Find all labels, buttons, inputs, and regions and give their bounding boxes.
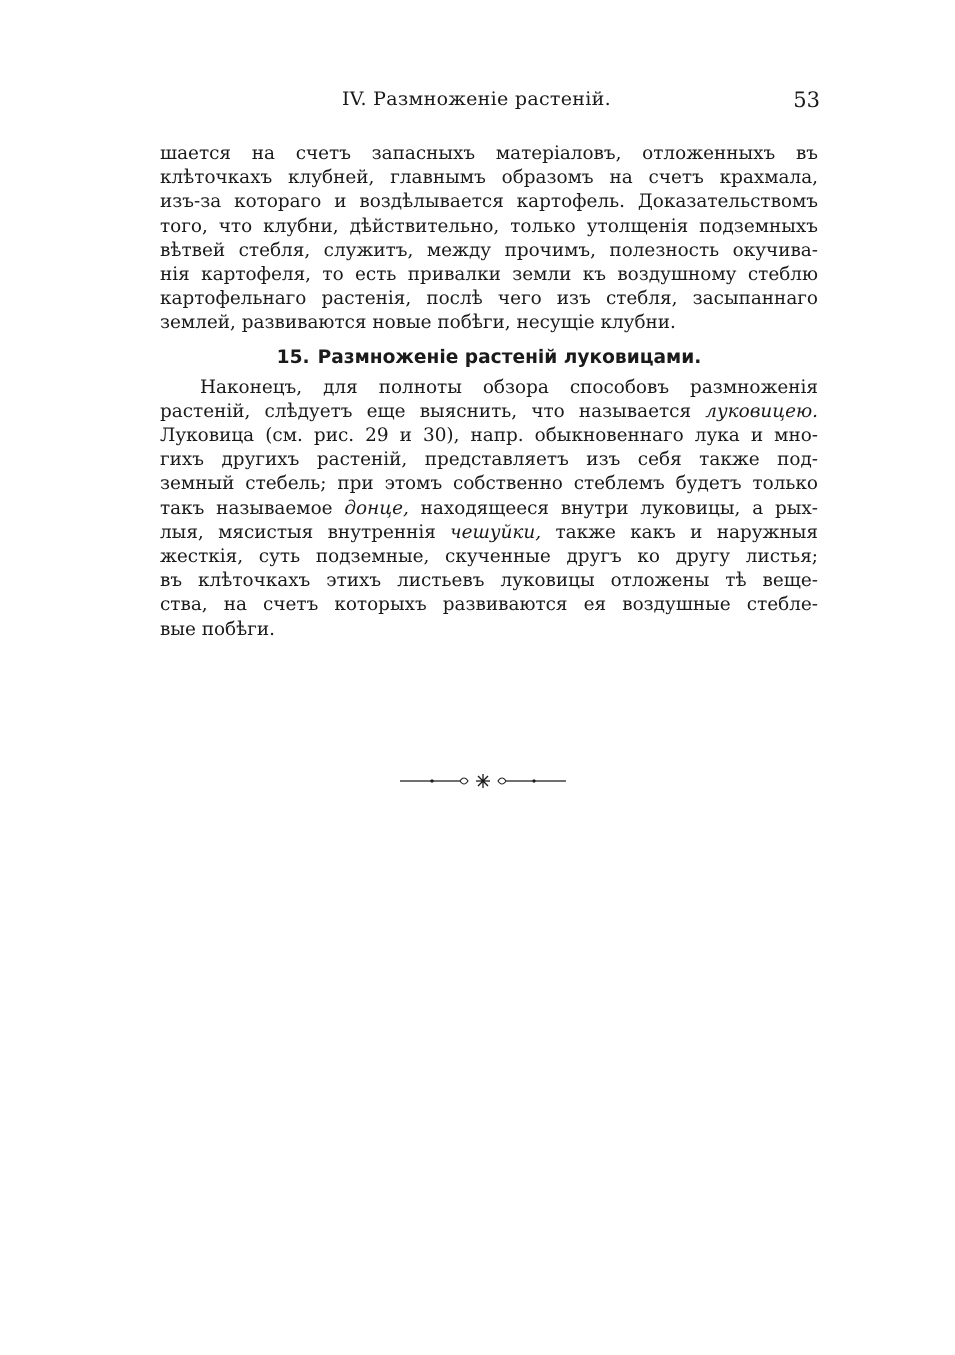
text-line: шается на счетъ запасныхъ матеріаловъ, отложенныхъ въ [160,143,818,164]
text-line: клѣточкахъ клубней, главнымъ образомъ на счетъ крахмала, [160,167,818,189]
text-line: въ клѣточкахъ этихъ листьевъ луковицы отложены тѣ веще- [160,570,818,592]
page-number: 53 [793,88,820,112]
paragraph [160,376,818,642]
text-line: вые побѣги. [160,618,275,640]
section-title: Размноженіе растеній луковицами. [317,346,702,368]
ornamental-rule-icon [398,766,568,796]
running-title: IV. Размноженіе растеній. [342,88,611,110]
text-line: картофельнаго растенія, послѣ чего изъ стебля, засыпаннаго [160,288,818,310]
body-text [160,142,818,642]
text-line: нія картофеля, то есть привалки земли къ воздушному стеблю [160,264,818,286]
text-line [160,521,818,545]
italic-term: донце, [344,497,409,519]
text-run: находящееся внутри луковицы, а рых- [420,497,819,519]
text-line: ства, на счетъ которыхъ развиваются ея воздушные стебле- [160,594,818,616]
text-run: такъ называемое [160,497,333,519]
section-number: 15. [276,346,310,368]
text-line: землей, развиваются новые побѣги, несущіе клубни. [160,312,676,334]
text-line [160,400,818,424]
text-line: гихъ другихъ растеній, представляетъ изъ себя также под- [160,449,818,471]
italic-term: чешуйки, [450,521,542,543]
text-line: вѣтвей стебля, служитъ, между прочимъ, полезность окучива- [160,239,818,261]
text-line: того, что клубни, дѣйствительно, только утолщенія подземныхъ [160,215,818,237]
text-line: Наконецъ, для полноты обзора способовъ размноженія [200,376,818,398]
text-line [160,497,818,521]
text-line: изъ-за котораго и воздѣлывается картофель. Доказательствомъ [160,191,818,213]
paragraph [160,142,818,336]
running-head [160,88,820,118]
italic-term: луковицею. [705,400,818,422]
text-run: растеній, слѣдуетъ еще выяснить, что называется [160,400,692,422]
text-line: земный стебель; при этомъ собственно стеблемъ будетъ только [160,473,818,495]
text-line: Луковица (см. рис. 29 и 30), напр. обыкновеннаго лука и мно- [160,425,818,447]
text-run: также какъ и наружныя [555,521,818,543]
text-run: лыя, мясистыя внутреннія [160,521,436,543]
section-heading [160,346,818,370]
text-line: жесткія, суть подземные, скученные другъ ко другу листья; [160,546,818,568]
